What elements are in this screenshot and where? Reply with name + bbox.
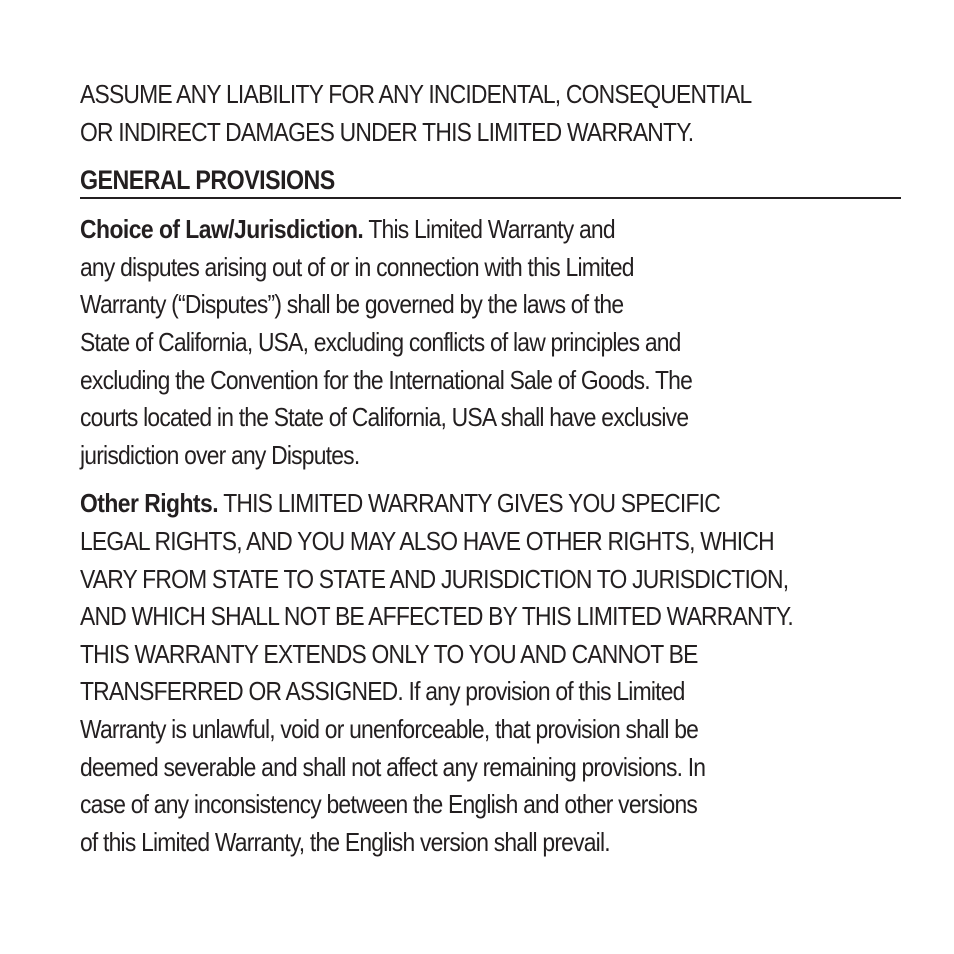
choice-of-law-first-line-rest: This Limited Warranty and	[363, 214, 615, 245]
paragraph-line: deemed severable and shall not affect any remaining provisions. In	[80, 751, 706, 782]
paragraph-line: VARY FROM STATE TO STATE AND JURISDICTION TO JURISDICTION,	[80, 563, 789, 594]
section-heading: GENERAL PROVISIONS	[80, 165, 335, 196]
intro-paragraph	[80, 76, 900, 151]
paragraph-line: TRANSFERRED OR ASSIGNED. If any provision of this Limited	[80, 676, 685, 707]
intro-line: ASSUME ANY LIABILITY FOR ANY INCIDENTAL, CONSEQUENTIAL	[80, 79, 752, 109]
other-rights-first-line-rest: THIS LIMITED WARRANTY GIVES YOU SPECIFIC	[218, 488, 720, 519]
other-rights-paragraph	[80, 485, 900, 861]
paragraph-line: excluding the Convention for the International Sale of Goods. The	[80, 364, 693, 395]
paragraph-line: THIS WARRANTY EXTENDS ONLY TO YOU AND CANNOT BE	[80, 638, 698, 669]
paragraph-line: Warranty is unlawful, void or unenforceable, that provision shall be	[80, 713, 699, 744]
choice-of-law-lead: Choice of Law/Jurisdiction.	[80, 214, 364, 245]
paragraph-first-line	[80, 485, 802, 523]
paragraph-line: case of any inconsistency between the English and other versions	[80, 789, 698, 820]
paragraph-line: any disputes arising out of or in connection with this Limited	[80, 251, 634, 282]
other-rights-lead: Other Rights.	[80, 488, 219, 519]
heading-underline	[80, 197, 901, 199]
paragraph-first-line	[80, 211, 802, 249]
paragraph-line: courts located in the State of California, USA shall have exclusive	[80, 402, 689, 433]
intro-line: OR INDIRECT DAMAGES UNDER THIS LIMITED WARRANTY.	[80, 116, 694, 147]
paragraph-line: Warranty (“Disputes”) shall be governed by the laws of the	[80, 289, 624, 320]
paragraph-line: jurisdiction over any Disputes.	[80, 439, 360, 470]
document-page	[80, 76, 900, 861]
choice-of-law-paragraph	[80, 211, 900, 474]
paragraph-line: of this Limited Warranty, the English version shall prevail.	[80, 826, 610, 857]
paragraph-line: State of California, USA, excluding conflicts of law principles and	[80, 326, 681, 357]
paragraph-line: LEGAL RIGHTS, AND YOU MAY ALSO HAVE OTHER RIGHTS, WHICH	[80, 525, 774, 556]
paragraph-line: AND WHICH SHALL NOT BE AFFECTED BY THIS LIMITED WARRANTY.	[80, 601, 793, 632]
